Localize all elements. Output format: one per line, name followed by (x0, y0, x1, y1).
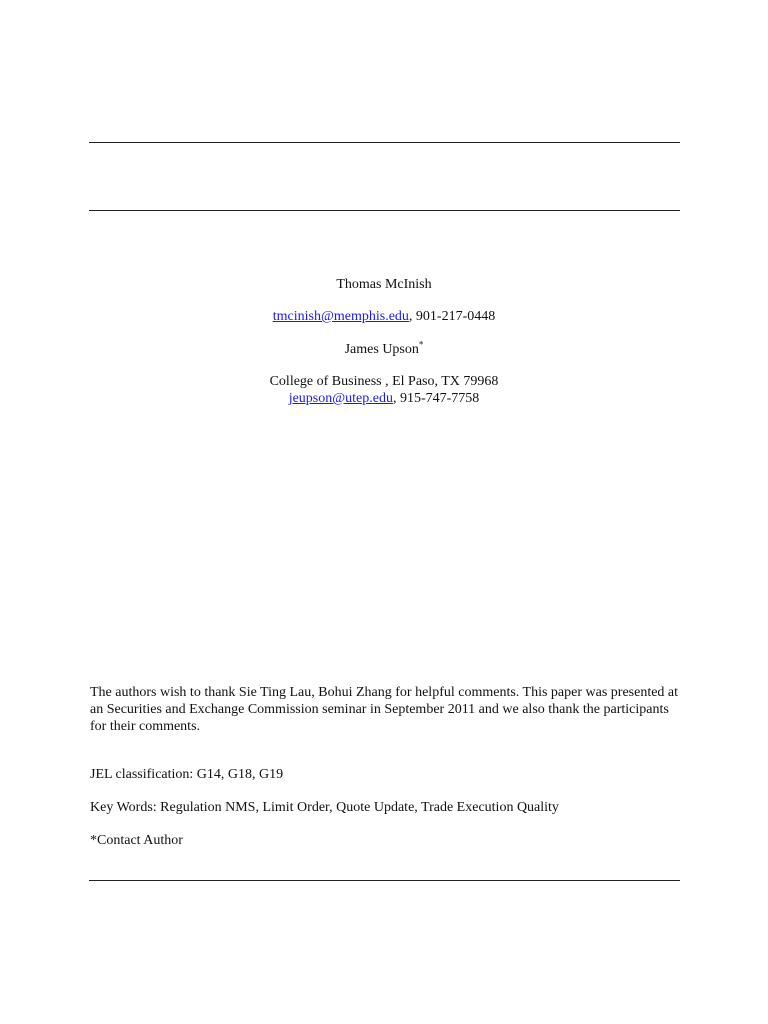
author-1-email-link[interactable]: tmcinish@memphis.edu (272, 309, 409, 324)
acknowledgement-line: an Securities and Exchange Commission seminar in September 2011 and we also thank the participants (90, 702, 669, 717)
top-rule (89, 142, 680, 143)
acknowledgement-paragraph (90, 684, 690, 735)
author-2-phone: , 915-747-7758 (392, 391, 480, 406)
author-name (0, 276, 768, 293)
author-1-name: Thomas McInish (336, 277, 432, 292)
jel-classification: JEL classification: G14, G18, G19 (90, 767, 284, 782)
contact-author-note: *Contact Author (90, 833, 183, 848)
title-bottom-rule (89, 210, 680, 211)
author-2-footnote-mark: * (418, 339, 424, 350)
footer-rule (89, 880, 680, 881)
key-words: Key Words: Regulation NMS, Limit Order, Quote Update, Trade Execution Quality (90, 800, 559, 815)
author-contact (0, 308, 768, 325)
author-name (0, 341, 768, 358)
author-contact (0, 390, 768, 407)
acknowledgement-line: The authors wish to thank Sie Ting Lau, Bohui Zhang for helpful comments. This paper was presented at (90, 685, 679, 700)
author-2-email-link[interactable]: jeupson@utep.edu (288, 391, 393, 406)
author-2-name: James Upson (344, 342, 419, 357)
acknowledgement-line: for their comments. (90, 719, 201, 734)
author-2-affiliation: College of Business , El Paso, TX 79968 (269, 374, 499, 389)
author-1-phone: , 901-217-0448 (408, 309, 496, 324)
author-affiliation (0, 373, 768, 390)
